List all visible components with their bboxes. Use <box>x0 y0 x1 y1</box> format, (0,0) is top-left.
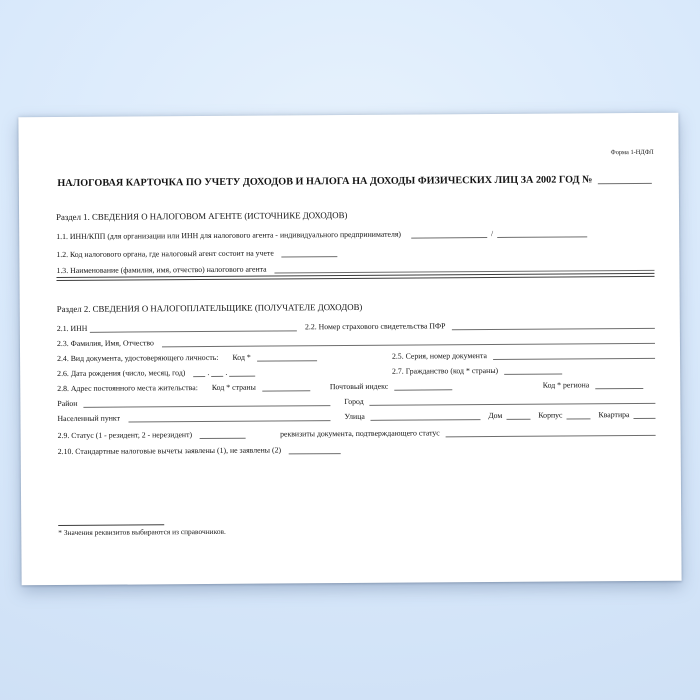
field-row-1-1 <box>56 226 654 241</box>
field-2-3-blank <box>162 336 655 347</box>
field-1-3-blank <box>275 263 655 274</box>
field-row-settlement-street <box>57 408 655 423</box>
field-2-3-label: 2.3. Фамилия, Имя, Отчество <box>56 338 154 348</box>
footnote-rule <box>58 524 164 526</box>
field-apartment-label: Квартира <box>598 409 630 420</box>
field-2-8-country-code-blank <box>262 383 310 391</box>
field-2-10-label: 2.10. Стандартные налоговые вычеты заявлены (1), не заявлены (2) <box>57 445 282 456</box>
field-2-10-blank <box>289 446 341 454</box>
footnote-text: * Значения реквизитов выбираются из справочников. <box>58 526 226 538</box>
field-house-label: Дом <box>488 410 503 420</box>
field-apartment-blank <box>633 411 655 419</box>
field-1-1-slash: / <box>490 228 494 238</box>
field-1-2-label: 1.2. Код налогового органа, где налоговый агент состоит на учете <box>56 248 274 259</box>
field-city-blank <box>370 396 656 406</box>
field-2-8-region-code-label: Код * региона <box>542 380 590 390</box>
form-code-label: Форма 1-НДФЛ <box>610 148 654 157</box>
field-2-5-group <box>392 351 655 361</box>
field-row-2-10 <box>58 441 656 456</box>
document-title: НАЛОГОВАЯ КАРТОЧКА ПО УЧЕТУ ДОХОДОВ И НАЛОГА НА ДОХОДЫ ФИЗИЧЕСКИХ ЛИЦ ЗА 2002 ГОД № <box>57 174 593 190</box>
field-2-8-postal-label: Почтовый индекс <box>329 381 389 391</box>
field-2-4-group <box>57 353 392 364</box>
field-row-2-8 <box>57 378 655 393</box>
field-street-blank <box>371 412 481 421</box>
field-2-4-code-label: Код * <box>232 352 251 362</box>
field-2-5-label: 2.5. Серия, номер документа <box>391 350 487 361</box>
field-2-5-blank <box>493 351 655 360</box>
field-house-blank <box>506 412 530 420</box>
field-settlement-blank <box>128 413 331 422</box>
field-2-9-status-blank <box>200 431 246 439</box>
field-2-2-label: 2.2. Номер страхового свидетельства ПФР <box>304 321 446 332</box>
section2-heading: Раздел 2. СВЕДЕНИЯ О НАЛОГОПЛАТЕЛЬЩИКЕ (ПОЛУЧАТЕЛЕ ДОХОДОВ) <box>56 301 363 315</box>
field-settlement-group <box>57 413 344 423</box>
field-2-8-label: 2.8. Адрес постоянного места жительства: <box>57 382 198 393</box>
section1-heading: Раздел 1. СВЕДЕНИЯ О НАЛОГОВОМ АГЕНТЕ (ИСТОЧНИКЕ ДОХОДОВ) <box>56 210 348 223</box>
field-2-2-blank <box>451 321 654 330</box>
field-1-2-blank <box>282 249 338 257</box>
field-2-9-docs-blank <box>446 428 656 437</box>
field-row-district-city <box>57 393 655 408</box>
field-2-8-country-code-label: Код * страны <box>211 382 256 392</box>
field-2-4-label: 2.4. Вид документа, удостоверяющего личность: <box>57 352 219 363</box>
field-1-3-label: 1.3. Наименование (фамилия, имя, отчество) налогового агента <box>56 264 267 275</box>
field-2-6-dot1: . <box>207 367 210 377</box>
field-row-1-2 <box>56 244 654 259</box>
field-2-1-blank <box>89 323 297 332</box>
field-2-8-region-code-blank <box>595 381 643 389</box>
field-2-6-group <box>57 368 392 379</box>
field-2-9-label: 2.9. Статус (1 - резидент, 2 - нерезидент) <box>57 429 193 440</box>
field-2-7-blank <box>504 367 562 375</box>
field-row-2-6-2-7 <box>57 363 655 378</box>
field-2-2-group <box>305 321 655 332</box>
field-building-label: Корпус <box>538 410 563 420</box>
field-city-group <box>344 396 655 406</box>
field-2-6-year-blank <box>229 369 255 377</box>
tax-form-sheet <box>18 113 681 586</box>
field-2-1-label: 2.1. ИНН <box>56 323 88 333</box>
field-2-9-docs-label: реквизиты документа, подтверждающего статус <box>280 428 440 439</box>
field-city-label: Город <box>344 396 364 406</box>
field-1-1-inn-blank <box>411 230 487 239</box>
field-street-group <box>344 411 655 421</box>
field-2-6-day-blank <box>193 369 205 377</box>
field-district-group <box>57 398 344 408</box>
field-settlement-label: Населенный пункт <box>57 413 121 423</box>
title-number-blank <box>598 175 652 184</box>
field-2-6-month-blank <box>211 369 223 377</box>
field-street-label: Улица <box>344 411 365 421</box>
field-row-2-4-2-5 <box>57 348 655 363</box>
field-building-blank <box>566 411 590 419</box>
field-row-2-3 <box>57 333 655 348</box>
field-district-label: Район <box>57 398 78 408</box>
field-2-7-label: 2.7. Гражданство (код * страны) <box>391 365 499 376</box>
field-row-2-1-2-2 <box>57 318 655 333</box>
field-2-6-dot2: . <box>225 367 228 377</box>
document-title-row <box>56 171 654 189</box>
field-2-1-group <box>57 323 305 333</box>
field-2-8-postal-blank <box>394 382 452 390</box>
field-2-4-code-blank <box>257 353 317 361</box>
field-2-6-label: 2.6. Дата рождения (число, месяц, год) <box>57 367 186 378</box>
field-row-2-9 <box>58 425 656 440</box>
field-2-7-group <box>392 366 655 376</box>
field-1-1-kpp-blank <box>497 229 587 238</box>
field-district-blank <box>83 398 330 408</box>
field-1-1-label: 1.1. ИНН/КПП (для организации или ИНН для налогового агента - индивидуального предпринимателя) <box>56 229 402 241</box>
